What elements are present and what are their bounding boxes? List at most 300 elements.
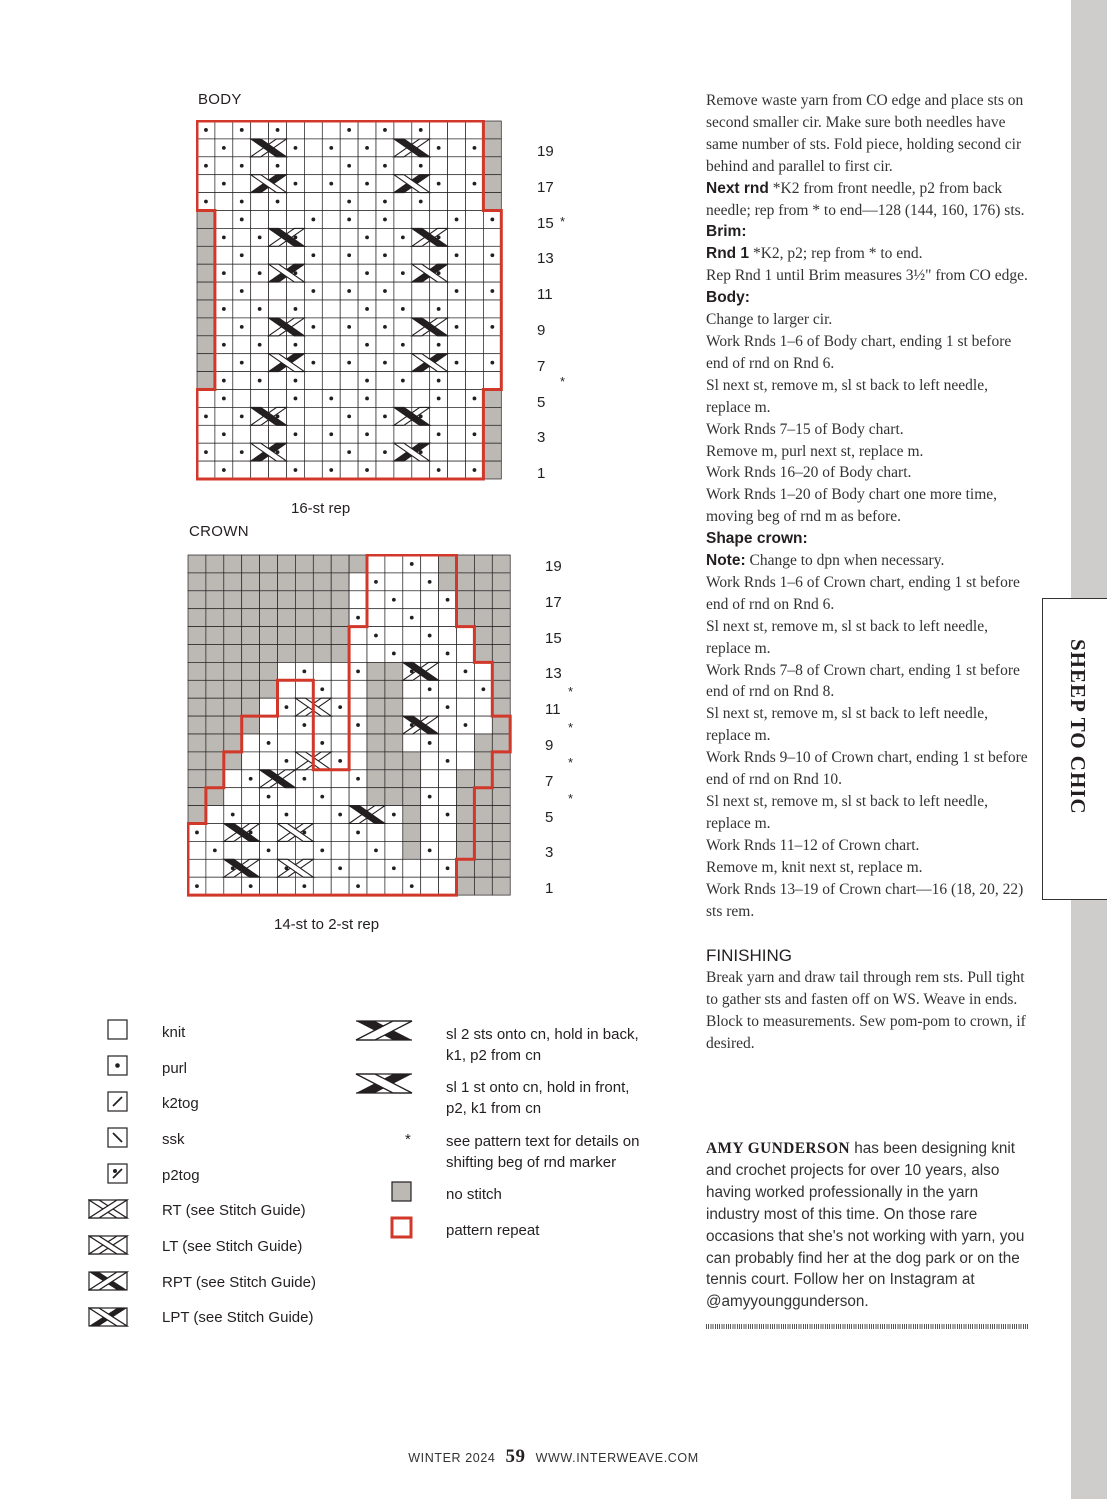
body-cell — [358, 407, 376, 425]
crown-no-stitch-cell — [474, 788, 492, 806]
legend-p2tog: p2tog — [162, 1167, 200, 1184]
crown-cell — [421, 698, 439, 716]
body-cell — [483, 372, 501, 390]
crown-purl-dot — [267, 741, 271, 745]
body-purl-dot — [294, 468, 298, 472]
body-purl-dot — [311, 361, 315, 365]
crown-no-stitch-cell — [403, 841, 421, 859]
body-purl-dot — [437, 397, 441, 401]
pattern-instructions — [706, 90, 1036, 1055]
crown-no-stitch-cell — [206, 662, 224, 680]
body-purl-dot — [347, 361, 351, 365]
body-cell — [215, 354, 233, 372]
body-cell — [340, 300, 358, 318]
body-no-stitch-cell — [197, 336, 215, 354]
body-purl-dot — [347, 289, 351, 293]
body-cell — [358, 121, 376, 139]
crown-cell — [295, 806, 313, 824]
body-cell — [269, 211, 287, 229]
body-cell — [322, 318, 340, 336]
body-cell — [466, 318, 484, 336]
body-cell — [197, 390, 215, 408]
crown-no-stitch-cell — [188, 752, 206, 770]
body-repeat-label: 16-st rep — [291, 500, 351, 517]
body-no-stitch-cell — [483, 139, 501, 157]
body-cell — [197, 139, 215, 157]
crown-cell — [403, 734, 421, 752]
crown-cell — [260, 859, 278, 877]
body-line: Work Rnds 1–6 of Body chart, ending 1 st before end of rnd on Rnd 6. — [706, 332, 1012, 372]
crown-cell — [367, 877, 385, 895]
crown-asterisk-10: * — [568, 720, 574, 735]
crown-purl-dot — [392, 813, 396, 817]
crown-no-stitch-cell — [188, 609, 206, 627]
body-cell — [430, 211, 448, 229]
crown-no-stitch-cell — [457, 806, 475, 824]
crown-cell — [224, 770, 242, 788]
body-purl-dot — [455, 361, 459, 365]
body-cell — [322, 121, 340, 139]
body-cell — [412, 461, 430, 479]
crown-no-stitch-cell — [242, 698, 260, 716]
body-cell — [251, 390, 269, 408]
crown-no-stitch-cell — [188, 734, 206, 752]
body-cell — [430, 407, 448, 425]
body-purl-dot — [383, 361, 387, 365]
body-cell — [430, 443, 448, 461]
body-cell — [304, 407, 322, 425]
body-cell — [304, 121, 322, 139]
crown-cell — [278, 734, 296, 752]
crown-purl-dot — [356, 777, 360, 781]
crown-cell — [188, 841, 206, 859]
crown-no-stitch-cell — [403, 806, 421, 824]
body-cell — [448, 443, 466, 461]
crown-cell — [439, 716, 457, 734]
crown-cell — [313, 877, 331, 895]
crown-no-stitch-cell — [224, 662, 242, 680]
crown-purl-dot — [446, 813, 450, 817]
crown-no-stitch-cell — [439, 573, 457, 591]
crown-no-stitch-cell — [188, 645, 206, 663]
body-cell — [304, 461, 322, 479]
body-cell — [466, 407, 484, 425]
body-row-number: 11 — [537, 286, 553, 304]
body-cell — [340, 228, 358, 246]
crown-purl-dot — [446, 759, 450, 763]
crown-purl-dot — [302, 669, 306, 673]
legend-ssk: ssk — [162, 1131, 185, 1148]
body-line: Work Rnds 16–20 of Body chart. — [706, 464, 912, 482]
crown-cell — [403, 645, 421, 663]
crown-no-stitch-cell — [313, 645, 331, 663]
crown-cell — [439, 841, 457, 859]
crown-purl-dot — [410, 616, 414, 620]
crown-no-stitch-cell — [492, 555, 510, 573]
crown-no-stitch-cell — [492, 645, 510, 663]
crown-no-stitch-cell — [188, 788, 206, 806]
crown-purl-dot — [231, 813, 235, 817]
crown-no-stitch-cell — [242, 573, 260, 591]
crown-cell — [439, 680, 457, 698]
crown-no-stitch-cell — [457, 788, 475, 806]
body-purl-dot — [401, 307, 405, 311]
body-purl-dot — [294, 397, 298, 401]
body-purl-dot — [419, 164, 423, 168]
sl1-front-symbol-icon — [355, 1073, 413, 1095]
body-no-stitch-cell — [483, 193, 501, 211]
body-cell — [322, 372, 340, 390]
body-purl-dot — [258, 307, 262, 311]
crown-cell — [278, 680, 296, 698]
crown-cell — [385, 841, 403, 859]
body-cell — [287, 193, 305, 211]
body-purl-dot — [455, 218, 459, 222]
body-purl-dot — [222, 397, 226, 401]
body-purl-dot — [455, 289, 459, 293]
crown-no-stitch-cell — [206, 734, 224, 752]
crown-row-number: 15 — [545, 629, 562, 647]
crown-purl-dot — [428, 580, 432, 584]
crown-cell — [421, 859, 439, 877]
body-purl-dot — [240, 450, 244, 454]
legend-sl1 — [446, 1077, 629, 1119]
no-stitch-symbol-icon — [391, 1181, 413, 1203]
crown-cell — [421, 555, 439, 573]
crown-cell — [367, 591, 385, 609]
lt-symbol-icon — [88, 1235, 130, 1256]
footer-page-number: 59 — [505, 1446, 526, 1467]
crown-no-stitch-cell — [278, 573, 296, 591]
body-purl-dot — [329, 432, 333, 436]
body-asterisk-6: * — [560, 374, 566, 389]
crown-no-stitch-cell — [349, 555, 367, 573]
crown-no-stitch-cell — [474, 877, 492, 895]
crown-cell — [349, 627, 367, 645]
body-cell — [394, 318, 412, 336]
body-cell — [358, 193, 376, 211]
crown-cell — [367, 609, 385, 627]
crown-asterisk-12: * — [568, 684, 574, 699]
body-no-stitch-cell — [197, 354, 215, 372]
body-cell — [376, 425, 394, 443]
crown-cell — [457, 698, 475, 716]
crown-no-stitch-cell — [457, 877, 475, 895]
crown-no-stitch-cell — [367, 662, 385, 680]
body-line: Remove m, purl next st, replace m. — [706, 442, 924, 460]
crown-asterisk-6: * — [568, 791, 574, 806]
body-cell — [269, 461, 287, 479]
crown-no-stitch-cell — [457, 555, 475, 573]
crown-no-stitch-cell — [224, 680, 242, 698]
crown-purl-dot — [392, 866, 396, 870]
body-purl-dot — [347, 253, 351, 257]
crown-row-number: 19 — [545, 558, 562, 575]
instr-next-rnd — [706, 178, 1036, 222]
body-cell — [448, 264, 466, 282]
crown-no-stitch-cell — [492, 841, 510, 859]
body-purl-dot — [204, 450, 208, 454]
crown-no-stitch-cell — [206, 716, 224, 734]
crown-cell — [474, 716, 492, 734]
crown-cell — [385, 573, 403, 591]
crown-purl-dot — [195, 884, 199, 888]
crown-cell — [349, 734, 367, 752]
crown-no-stitch-cell — [242, 591, 260, 609]
body-row-number: 1 — [537, 465, 546, 483]
crown-cell — [403, 591, 421, 609]
legend-lt: LT (see Stitch Guide) — [162, 1238, 303, 1255]
crown-cell — [278, 788, 296, 806]
crown-no-stitch-cell — [224, 573, 242, 591]
body-no-stitch-cell — [197, 246, 215, 264]
crown-no-stitch-cell — [295, 591, 313, 609]
legend-asterisk-line2: shifting beg of rnd marker — [446, 1154, 617, 1171]
body-purl-dot — [329, 468, 333, 472]
body-cell — [215, 211, 233, 229]
body-cell — [340, 264, 358, 282]
crown-no-stitch-cell — [188, 591, 206, 609]
crown-no-stitch-cell — [492, 806, 510, 824]
crown-cell — [421, 591, 439, 609]
crown-cell — [403, 627, 421, 645]
crown-purl-dot — [428, 741, 432, 745]
body-cell — [466, 372, 484, 390]
crown-no-stitch-cell — [188, 662, 206, 680]
p2tog-symbol-icon — [107, 1163, 129, 1185]
crown-cell — [224, 788, 242, 806]
crown-no-stitch-cell — [474, 573, 492, 591]
bio-text: has been designing knit and crochet projects for over 10 years, also having worked professionally in the yarn industry most of this time. On those rare occasions that she's not working with yarn, you can probably find her at the dog park or on the tennis court. Follow her on Instagram at @amyyounggunderson. — [706, 1140, 1025, 1311]
body-purl-dot — [294, 146, 298, 150]
body-cell — [466, 211, 484, 229]
crown-chart-title: CROWN — [189, 523, 249, 540]
crown-purl-dot — [356, 723, 360, 727]
footer-site: WWW.INTERWEAVE.COM — [535, 1451, 699, 1465]
body-cell — [358, 282, 376, 300]
body-purl-dot — [222, 182, 226, 186]
body-purl-dot — [240, 200, 244, 204]
body-cell — [251, 246, 269, 264]
crown-purl-dot — [374, 848, 378, 852]
body-purl-dot — [455, 253, 459, 257]
lpt-symbol-icon — [88, 1307, 130, 1328]
crown-no-stitch-cell — [403, 788, 421, 806]
crown-no-stitch-cell — [242, 609, 260, 627]
crown-no-stitch-cell — [331, 573, 349, 591]
body-purl-dot — [347, 414, 351, 418]
crown-cell — [313, 770, 331, 788]
crown-no-stitch-cell — [260, 609, 278, 627]
body-cell — [394, 157, 412, 175]
crown-no-stitch-cell — [492, 591, 510, 609]
body-cell — [394, 211, 412, 229]
crown-cell — [457, 680, 475, 698]
body-cell — [412, 425, 430, 443]
crown-no-stitch-cell — [403, 770, 421, 788]
body-cell — [287, 157, 305, 175]
body-purl-dot — [365, 432, 369, 436]
crown-no-stitch-cell — [331, 555, 349, 573]
body-purl-dot — [204, 164, 208, 168]
crown-no-stitch-cell — [457, 824, 475, 842]
crown-no-stitch-cell — [403, 824, 421, 842]
body-cell — [412, 336, 430, 354]
crown-no-stitch-cell — [492, 770, 510, 788]
crown-line: Work Rnds 7–8 of Crown chart, ending 1 st before end of rnd on Rnd 8. — [706, 661, 1020, 701]
crown-purl-dot — [410, 562, 414, 566]
body-cell — [430, 282, 448, 300]
body-purl-dot — [401, 235, 405, 239]
designer-name: AMY GUNDERSON — [706, 1140, 851, 1157]
crown-no-stitch-cell — [492, 877, 510, 895]
body-cell — [466, 264, 484, 282]
body-cell — [340, 372, 358, 390]
crown-cell — [349, 591, 367, 609]
body-no-stitch-cell — [197, 228, 215, 246]
body-cell — [466, 354, 484, 372]
body-purl-dot — [437, 432, 441, 436]
crown-purl-dot — [302, 777, 306, 781]
crown-cell — [474, 698, 492, 716]
crown-purl-dot — [446, 866, 450, 870]
body-no-stitch-cell — [483, 121, 501, 139]
crown-no-stitch-cell — [242, 645, 260, 663]
body-cell — [215, 193, 233, 211]
body-cell — [358, 318, 376, 336]
crown-row-number: 5 — [545, 808, 554, 826]
body-cell — [394, 193, 412, 211]
body-purl-dot — [419, 128, 423, 132]
crown-no-stitch-cell — [367, 770, 385, 788]
knit-symbol-icon — [107, 1019, 129, 1041]
crown-cell — [206, 806, 224, 824]
crown-no-stitch-cell — [295, 573, 313, 591]
crown-no-stitch-cell — [385, 698, 403, 716]
crown-purl-dot — [428, 795, 432, 799]
crown-purl-dot — [356, 831, 360, 835]
body-cell — [304, 443, 322, 461]
body-purl-dot — [240, 289, 244, 293]
body-purl-dot — [204, 200, 208, 204]
body-cell — [322, 157, 340, 175]
crown-cell — [278, 841, 296, 859]
body-purl-dot — [222, 468, 226, 472]
body-purl-dot — [240, 414, 244, 418]
asterisk-symbol: * — [405, 1131, 411, 1148]
crown-no-stitch-cell — [278, 627, 296, 645]
body-cell — [376, 264, 394, 282]
body-no-stitch-cell — [483, 443, 501, 461]
body-cell — [304, 228, 322, 246]
crown-no-stitch-cell — [331, 645, 349, 663]
body-cell — [430, 246, 448, 264]
body-cell — [233, 175, 251, 193]
body-purl-dot — [294, 307, 298, 311]
body-purl-dot — [329, 397, 333, 401]
body-row-number: 17 — [537, 178, 554, 196]
crown-no-stitch-cell — [260, 573, 278, 591]
crown-cell — [439, 627, 457, 645]
body-cell — [322, 407, 340, 425]
crown-cell — [295, 680, 313, 698]
body-cell — [448, 300, 466, 318]
body-cell — [448, 461, 466, 479]
crown-cell — [421, 752, 439, 770]
body-asterisk-15: * — [560, 214, 566, 229]
crown-no-stitch-cell — [474, 859, 492, 877]
crown-cell — [242, 752, 260, 770]
body-purl-dot — [222, 432, 226, 436]
crown-purl-dot — [338, 813, 342, 817]
crown-no-stitch-cell — [242, 555, 260, 573]
body-purl-dot — [383, 218, 387, 222]
crown-repeat-label: 14-st to 2-st rep — [274, 916, 380, 933]
body-purl-dot — [347, 325, 351, 329]
crown-no-stitch-cell — [457, 841, 475, 859]
crown-purl-dot — [285, 705, 289, 709]
body-cell — [466, 300, 484, 318]
body-cell — [197, 175, 215, 193]
crown-cell — [421, 609, 439, 627]
body-purl-dot — [240, 164, 244, 168]
crown-no-stitch-cell — [313, 609, 331, 627]
crown-no-stitch-cell — [439, 555, 457, 573]
body-purl-dot — [419, 200, 423, 204]
body-heading: Body: — [706, 289, 750, 307]
body-line: Change to larger cir. — [706, 311, 833, 329]
ssk-symbol-icon — [107, 1127, 129, 1149]
crown-purl-dot — [320, 795, 324, 799]
crown-cell — [260, 698, 278, 716]
crown-no-stitch-cell — [206, 573, 224, 591]
body-no-stitch-cell — [197, 300, 215, 318]
crown-no-stitch-cell — [224, 609, 242, 627]
body-cell — [215, 282, 233, 300]
crown-no-stitch-cell — [206, 627, 224, 645]
crown-no-stitch-cell — [224, 645, 242, 663]
body-cell — [466, 336, 484, 354]
body-line: Work Rnds 7–15 of Body chart. — [706, 420, 904, 438]
legend-no-stitch: no stitch — [446, 1186, 502, 1203]
crown-cell — [367, 824, 385, 842]
body-cell — [394, 121, 412, 139]
crown-no-stitch-cell — [457, 859, 475, 877]
crown-no-stitch-cell — [278, 591, 296, 609]
body-cell — [233, 461, 251, 479]
body-purl-dot — [473, 146, 477, 150]
body-cell — [251, 354, 269, 372]
crown-no-stitch-cell — [385, 788, 403, 806]
crown-cell — [260, 877, 278, 895]
crown-row-number: 3 — [545, 844, 554, 862]
body-cell — [269, 390, 287, 408]
body-cell — [448, 175, 466, 193]
body-cell — [376, 228, 394, 246]
crown-no-stitch-cell — [474, 770, 492, 788]
body-purl-dot — [276, 200, 280, 204]
body-purl-dot — [455, 325, 459, 329]
brim-repeat: Rep Rnd 1 until Brim measures 3½" from CO edge. — [706, 267, 1028, 285]
body-purl-dot — [473, 397, 477, 401]
body-purl-dot — [258, 343, 262, 347]
body-cell — [304, 139, 322, 157]
crown-no-stitch-cell — [492, 680, 510, 698]
body-no-stitch-cell — [197, 264, 215, 282]
body-purl-dot — [365, 271, 369, 275]
body-cell — [251, 121, 269, 139]
crown-no-stitch-cell — [206, 788, 224, 806]
